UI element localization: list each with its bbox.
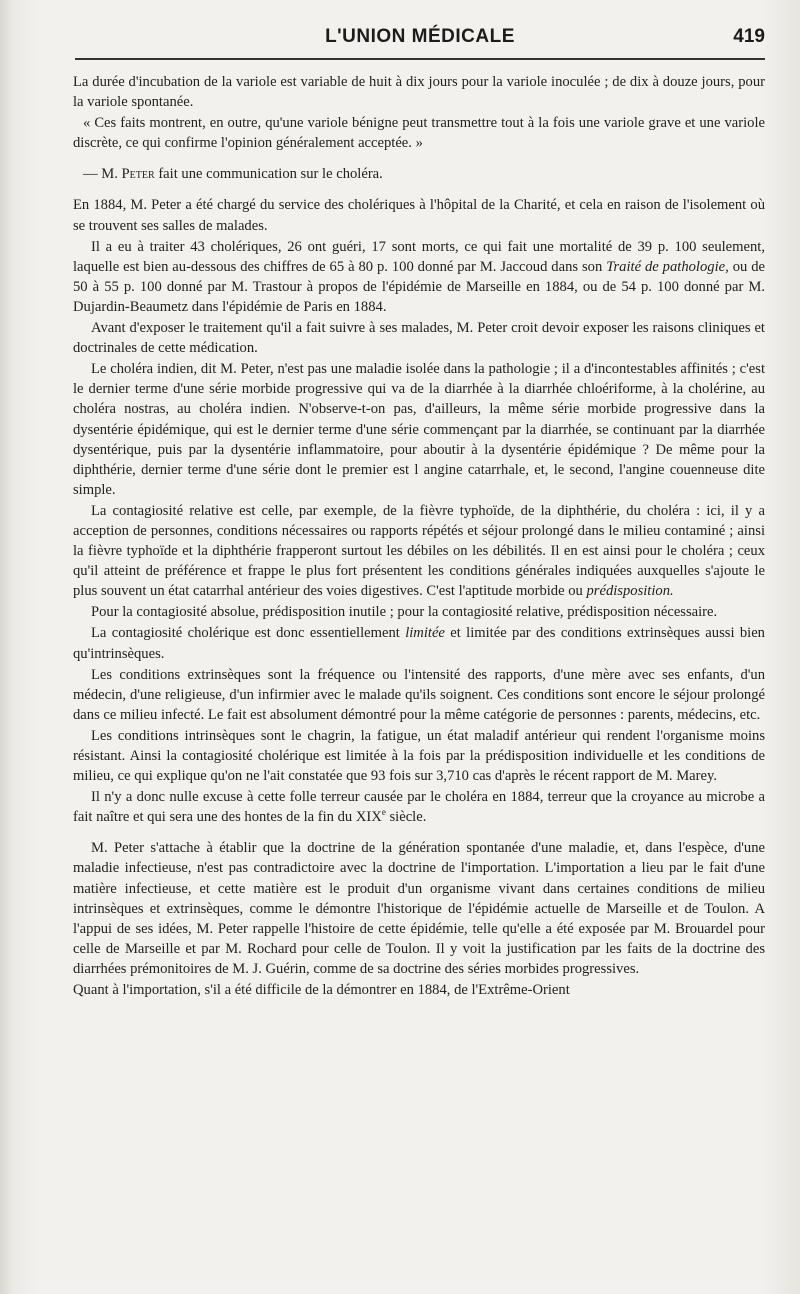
emphasis: limitée (405, 625, 445, 642)
paragraph: La durée d'incubation de la variole est variable de huit à dix jours pour la variole inoculée ; de dix à douze jours, pour la variole spontanée. (73, 74, 765, 111)
paragraph (73, 623, 765, 663)
paragraph-text: ou de 50 à 55 p. 100 donné par M. Trastour à propos de l'épidémie de Marseille en 1884, ou de 54 p. 100 donné par M. Dujardin-Beaumetz dans l'épidémie de Paris en 1884. (73, 258, 765, 315)
page-header (75, 26, 765, 54)
paragraph-text: La contagiosité cholérique est donc essentiellement (91, 625, 400, 642)
paragraph: Les conditions extrinsèques sont la fréquence ou l'intensité des rapports, d'une mère avec ses enfants, d'un médecin, d'une religieuse, d'un infirmier avec le malade qu'ils soignent. Ces conditions sont encore le séjour prolongé dans ce milieu infecté. Le fait est absolument démontré pour la même catégorie de personnes : parents, médecins, etc. (73, 666, 765, 723)
spacer (73, 828, 765, 838)
paragraph: Les conditions intrinsèques sont le chagrin, la fatigue, un état maladif antérieur qui rendent l'organisme moins résistant. Ainsi la contagiosité cholérique est limitée à la fois par la prédisposition individuelle et les conditions de milieu, ce qui explique qu'on ne l'ait constatée que 93 fois sur 3,710 cas d'après le récent rapport de M. Marey. (73, 727, 765, 785)
century-numeral: XIX (355, 809, 382, 826)
speaker-name: Peter (121, 166, 155, 183)
paragraph (73, 787, 765, 827)
emphasis: prédisposition. (586, 583, 674, 600)
paragraph: Avant d'exposer le traitement qu'il a fait suivre à ses malades, M. Peter croit devoir exposer les raisons cliniques et doctrinales de cette médication. (73, 320, 765, 357)
paragraph: En 1884, M. Peter a été chargé du service des cholériques à l'hôpital de la Charité, et cela en raison de l'isolement où se trouvent ses salles de malades. (73, 197, 765, 234)
paragraph-text: Il a eu à traiter 43 cholériques, 26 ont guéri, 17 sont morts, ce qui fait une mortalité de 39 p. 100 seulement, laquelle est bien au-dessous des chiffres de 65 à 80 p. 100 donné par M. Jaccoud dans son (73, 238, 765, 275)
page-number: 419 (733, 26, 765, 47)
journal-title: L'UNION MÉDICALE (325, 26, 515, 47)
book-title: Traité de pathologie, (606, 258, 729, 275)
paragraph: « Ces faits montrent, en outre, qu'une variole bénigne peut transmettre tout à la fois une variole grave et une variole discrète, ce qui confirme l'opinion généralement acceptée. » (73, 115, 765, 152)
spacer (73, 154, 765, 164)
paragraph: Le choléra indien, dit M. Peter, n'est pas une maladie isolée dans la pathologie ; il a d'incontestables affinités ; c'est le dernier terme d'une série morbide progressive qui va de la diarrhée à la diarrhée chloériforme, à la cholérine, au choléra nostras, au choléra indien. N'observe-t-on pas, d'ailleurs, la même série morbide progressive dans la dysentérie épidémique, qui est le dernier terme d'une série commençant par la diarrhée, se continuant par la diarrhée dysentérique, puis par la dysentérie inflammatoire, pour aboutir à la dysentérie épidémique ? De même pour la diphthérie, dernier terme d'une série dont le premier est l angine catarrhale, et, le second, l'angine couenneuse dite simple. (73, 361, 765, 498)
paragraph-lead: — M. (83, 166, 118, 183)
paragraph (73, 237, 765, 317)
paragraph: M. Peter s'attache à établir que la doctrine de la génération spontanée d'une maladie, et, dans l'espèce, d'une maladie infectieuse, n'est pas contradictoire avec la doctrine de l'importation. L'importation a lieu par le fait d'une matière infectieuse, et cette matière est le produit d'un organisme vivant dans certaines conditions de milieu intrinsèques et extrinsèques, comme le démontre l'historique de l'épidémie actuelle de Marseille et de Toulon. A l'appui de ses idées, M. Peter rappelle l'histoire de cette épidémie, telle qu'elle a été exposée par M. Brouardel pour celle de Marseille et par M. Rochard pour celle de Toulon. Il y voit la justification par les faits de la doctrine des diarrhées prémonitoires de M. J. Guérin, comme de sa doctrine des séries morbides progressives. (73, 840, 765, 977)
paragraph: Quant à l'importation, s'il a été difficile de la démontrer en 1884, de l'Extrême-Orient (73, 982, 570, 999)
header-rule (75, 58, 765, 60)
paragraph-text: siècle. (389, 809, 427, 826)
paragraph-text: Il n'y a donc nulle excuse à cette folle terreur causée par le choléra en 1884, terreur que la croyance au microbe a fait naître et qui sera une des hontes de la fin du (73, 789, 765, 826)
spacer (73, 185, 765, 195)
paragraph-text: et limitée par des conditions extrinsèques aussi bien qu'intrinsèques. (73, 625, 765, 662)
article-body (73, 72, 765, 1001)
paragraph: Pour la contagiosité absolue, prédisposition inutile ; pour la contagiosité relative, prédisposition nécessaire. (91, 604, 718, 621)
paragraph-text: La contagiosité relative est celle, par exemple, de la fièvre typhoïde, de la diphthérie, du choléra : ici, il y a acception de personnes, conditions nécessaires ou rapports répétés et séjour prolongé dans le milieu contaminé ; ainsi la fièvre typhoïde et la diphthérie frapperont surtout les débiles on les débilités. Il en est ainsi pour le choléra ; ceux qu'il atteint de préférence et frappe le plus fort présentent les conditions générales indiquées auxquelles s'ajoute le plus souvent un état catarrhal antérieur des voies digestives. C'est l'aptitude morbide ou (73, 502, 765, 600)
paragraph-text: fait une communication sur le choléra. (158, 166, 383, 183)
century-suffix: e (381, 807, 386, 818)
paragraph (73, 164, 765, 184)
paragraph (73, 501, 765, 601)
